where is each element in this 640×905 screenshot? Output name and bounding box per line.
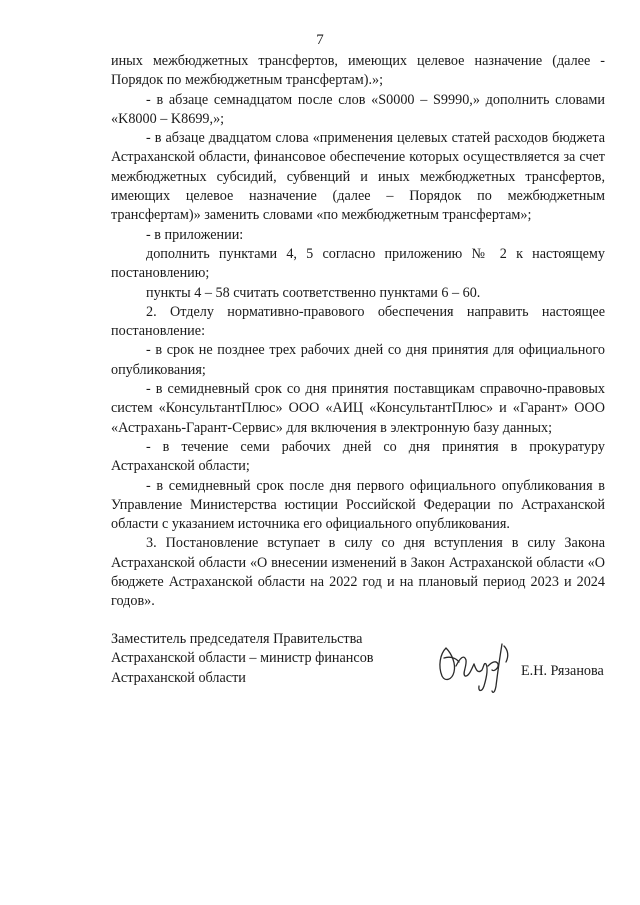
- paragraph-11: - в семидневный срок после дня первого официального опубликования в Управление Министерства юстиции Российской Федерации по Астраханской области с указанием источника его официального опубликования.: [111, 477, 605, 533]
- paragraph-8: - в срок не позднее трех рабочих дней со дня принятия для официального опубликования;: [111, 342, 605, 378]
- signatory-title-line-3: Астраханской области: [111, 669, 246, 686]
- paragraph-10: - в течение семи рабочих дней со дня принятия в прокуратуру Астраханской области;: [111, 438, 605, 475]
- page-number: 7: [316, 32, 324, 48]
- paragraph-7: 2. Отделу нормативно-правового обеспечения направить настоящее постановление:: [111, 303, 605, 340]
- handwritten-signature: [432, 636, 518, 696]
- paragraph-9: - в семидневный срок со дня принятия поставщикам справочно-правовых систем «КонсультантПлюс» ООО «АИЦ «КонсультантПлюс» и «Гарант» ООО «Астрахань-Гарант-Сервис» для включения в электронную базу данных;: [111, 381, 605, 436]
- paragraph-12: 3. Постановление вступает в силу со дня вступления в силу Закона Астраханской области «О внесении изменений в Закон Астраханской области «О бюджете Астраханской области на 2022 год и на плановый период 2023 и 2024 годов».: [111, 535, 605, 610]
- paragraph-3: - в абзаце двадцатом слова «применения целевых статей расходов бюджета Астраханской области, финансовое обеспечение которых осуществляется за счет межбюджетных субсидий, субвенций и иных межбюджетных трансфертов, имеющих целевое назначение (далее – Порядок по межбюджетным трансфертам)» заменить словами «по межбюджетным трансфертам»;: [111, 130, 605, 224]
- signatory-title: [111, 630, 411, 688]
- paragraph-4: - в приложении:: [146, 226, 244, 243]
- paragraph-2: - в абзаце семнадцатом после слов «S0000 – S9990,» дополнить словами «K8000 – K8699,»;: [111, 91, 605, 127]
- signer-name: Е.Н. Рязанова: [521, 663, 604, 679]
- signatory-title-line-2: Астраханской области – министр финансов: [111, 650, 374, 667]
- paragraph-5: дополнить пунктами 4, 5 согласно приложению № 2 к настоящему постановлению;: [111, 245, 605, 282]
- document-body: [111, 52, 605, 612]
- paragraph-1: иных межбюджетных трансфертов, имеющих целевое назначение (далее - Порядок по межбюджетным трансфертам).»;: [111, 53, 605, 89]
- signatory-title-line-1: Заместитель председателя Правительства: [111, 631, 363, 647]
- paragraph-6: пункты 4 – 58 считать соответственно пунктами 6 – 60.: [146, 284, 481, 301]
